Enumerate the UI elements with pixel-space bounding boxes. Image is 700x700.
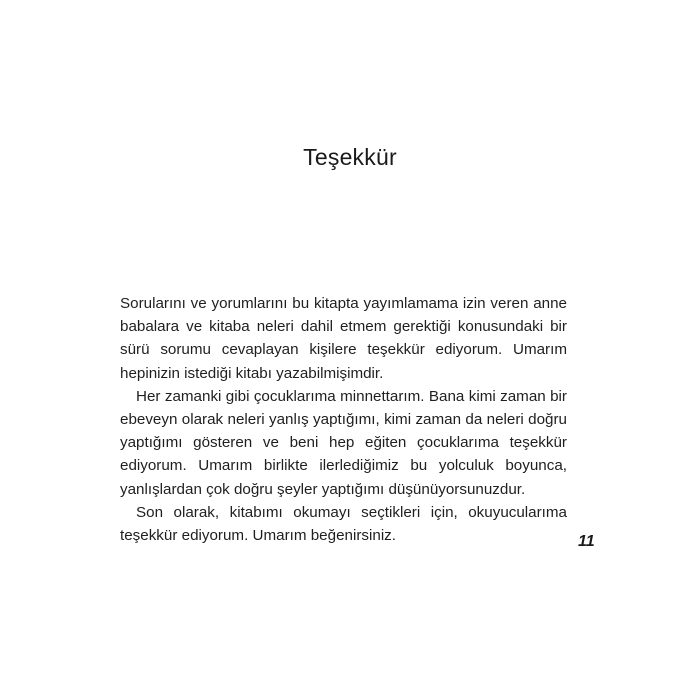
page-number: 11: [578, 533, 595, 550]
paragraph-1: Sorularını ve yorumlarını bu kitapta yayımlamama izin veren anne babalara ve kitaba neleri dahil etmem gerektiği konusundaki bir sürü sorumu cevaplayan kişilere teşekkür ediyorum. Umarım hepinizin istediği kitabı yazabilmişimdir.: [120, 295, 567, 382]
body-text: [120, 292, 567, 547]
paragraph-2: Her zamanki gibi çocuklarıma minnettarım. Bana kimi zaman bir ebeveyn olarak neleri yanlış yaptığımı, kimi zaman da neleri doğru yaptığımı gösteren ve beni hep eğiten çocuklarıma teşekkür ediyorum. Umarım birlikte ilerlediğimiz bu yolculuk boyunca, yanlışlardan çok doğru şeyler yaptığımı düşünüyorsunuzdur.: [120, 387, 567, 498]
page-title: Teşekkür: [303, 144, 397, 170]
paragraph-3: Son olarak, kitabımı okumayı seçtikleri için, okuyucularıma teşekkür ediyorum. Umarım beğenirsiniz.: [120, 503, 567, 545]
